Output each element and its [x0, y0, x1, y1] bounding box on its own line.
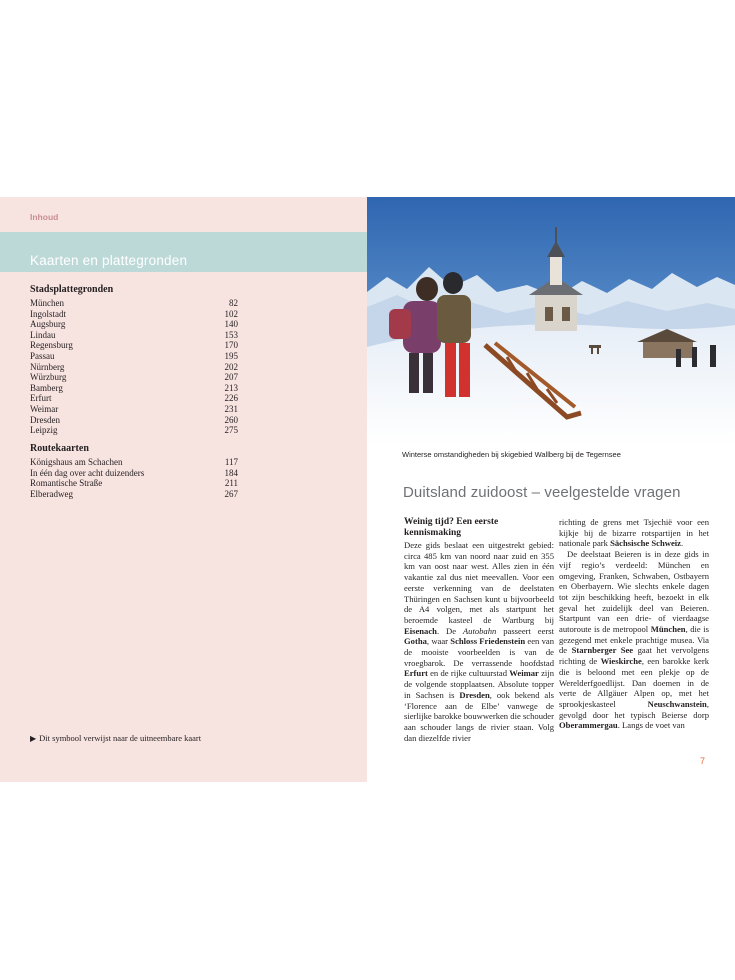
photo-illustration [367, 197, 735, 445]
place-name: Starnberger See [571, 645, 634, 656]
toc-name: Würzburg [30, 372, 67, 383]
toc-name: Leipzig [30, 425, 58, 436]
toc-row[interactable] [30, 425, 238, 436]
toc-page: 117 [224, 457, 238, 467]
place-name: Weimar [509, 668, 539, 679]
text-run: , waar [426, 636, 451, 647]
toc-name: Bamberg [30, 382, 63, 393]
text-run: een van de mooiste voorbeelden is van de vroegbarok. De verrassende hoofdstad [404, 636, 554, 668]
toc-page: 226 [224, 393, 238, 404]
paragraph [559, 549, 709, 731]
text-run: en de rijke cultuurstad [427, 668, 510, 679]
legend-note-text: Dit symbool verwijst naar de uitneembare kaart [39, 733, 202, 743]
toc-row[interactable] [30, 468, 238, 479]
place-name: Dresden [459, 689, 490, 700]
paragraph [559, 517, 709, 549]
toc-name: Regensburg [30, 340, 73, 351]
toc-row[interactable] [30, 404, 238, 415]
text-run: Deze gids beslaat een uitgestrekt gebied: circa 485 km van noord naar zuid en 355 km van oost naar west. Alles zien in één vakantie zal dus niet meevallen. Voor een eerste verkenning van de deelstaten Thüringen en Sachsen kunt u bijvoorbeeld de A4 volgen, met als startpunt het beroemde kasteel de Wartburg bij [404, 540, 554, 625]
text-run: , gevolgd door het typisch Beierse dorp [559, 698, 709, 720]
toc-row[interactable] [30, 351, 238, 362]
place-name: Erfurt [404, 668, 428, 679]
toc-row[interactable] [30, 393, 238, 404]
text-run: De deelstaat Beieren is in deze gids in vijf regio’s verdeeld: München en omgeving, Franken, Schwaben, Ostbayern en Oberbayern. Wie slechts enkele dagen tot zijn beschikking heeft, bezoekt in elk geval het zuidelijk deel van Beieren. Startpunt van een drie- of vierdaagse autoroute is de metropool [559, 549, 709, 635]
toc-row[interactable] [30, 478, 238, 489]
text-run: gaat het vervolgens richting de [559, 645, 709, 667]
left-page [0, 197, 367, 782]
toc-row[interactable] [30, 330, 238, 341]
toc-row[interactable] [30, 340, 238, 351]
page-number: 7 [700, 756, 706, 766]
text-run: richting de grens met Tsjechië voor een kijkje bij de bizarre rotspartijen in het nationale park [559, 517, 709, 549]
toc-row[interactable] [30, 415, 238, 426]
triangle-right-icon: ▶ [30, 734, 37, 743]
toc-name: München [30, 298, 64, 308]
page-title: Kaarten en plattegronden [30, 253, 188, 268]
toc-name: Dresden [30, 414, 60, 425]
toc-group-stadsplattegronden [30, 284, 238, 436]
toc-heading: Stadsplattegronden [30, 284, 114, 295]
toc-name: Passau [30, 350, 55, 361]
toc-row[interactable] [30, 489, 238, 500]
text-column-right [559, 517, 709, 731]
toc-page: 211 [224, 478, 238, 489]
toc-name: Nürnberg [30, 361, 65, 372]
toc-page: 231 [224, 403, 238, 414]
photo-caption: Winterse omstandigheden bij skigebied Wallberg bij de Tegernsee [402, 450, 621, 459]
text-run: . [680, 538, 684, 549]
toc-page: 153 [224, 329, 238, 340]
toc-page: 140 [224, 319, 238, 330]
toc-page: 207 [224, 372, 238, 383]
text-run: passeert eerst [496, 625, 555, 636]
toc-name: Erfurt [30, 393, 52, 404]
text-run: , die is gezegend met enkele prachtige musea. Via de [559, 624, 709, 656]
toc-name: In één dag over acht duizenders [30, 467, 145, 478]
place-name: Wieskirche [600, 656, 642, 667]
toc-row[interactable] [30, 457, 238, 468]
place-name: Sächsische Schweiz [610, 538, 681, 549]
paragraph [404, 540, 554, 743]
toc-page: 213 [224, 382, 238, 393]
toc-name: Lindau [30, 329, 56, 340]
toc-page: 267 [224, 488, 238, 499]
place-name: Neuschwanstein [647, 698, 707, 709]
article-subheading: Weinig tijd? Een eerste kennismaking [404, 517, 499, 538]
toc-row[interactable] [30, 383, 238, 394]
toc-row[interactable] [30, 362, 238, 373]
toc-page: 184 [224, 467, 238, 478]
place-name: Oberammergau [559, 720, 618, 731]
legend-note [30, 733, 201, 744]
article-title: Duitsland zuidoost – veelgestelde vragen [403, 484, 681, 501]
photo-wallberg-chapel [367, 197, 735, 445]
toc-name: Elberadweg [30, 488, 73, 499]
section-tag: Inhoud [30, 212, 59, 222]
toc-page: 195 [224, 350, 238, 361]
toc-name: Augsburg [30, 319, 66, 330]
text-run: . Langs de voet van [617, 720, 685, 731]
title-band [0, 232, 367, 272]
text-run: , ook bekend als ‘Florence aan de Elbe’ vanwege de sierlijke barokke bouwwerken die schouder aan schouder langs de rivier staan. Volg dan diezelfde rivier [404, 689, 554, 743]
text-run: zijn de volgende stopplaatsen. Absolute topper in Sachsen is [404, 668, 554, 700]
toc-name: Königshaus am Schachen [30, 457, 123, 467]
toc-row[interactable] [30, 319, 238, 330]
text-column-left [404, 517, 554, 743]
place-name: Gotha [404, 636, 427, 647]
toc-row[interactable] [30, 309, 238, 320]
emphasis: Autobahn [462, 625, 497, 636]
place-name: Schloss Friedenstein [450, 636, 526, 647]
toc-page: 82 [229, 298, 238, 308]
toc-page: 260 [224, 414, 238, 425]
text-run: , een barokke kerk die is beloond met een plekje op de Werelderfgoedlijst. Dan doemen in de verte de Allgäuer Alpen op, met het sprookjeskasteel [559, 656, 709, 709]
toc-page: 102 [224, 308, 238, 319]
text-run: . De [436, 625, 463, 636]
toc-name: Weimar [30, 403, 59, 414]
toc-name: Ingolstadt [30, 308, 66, 319]
place-name: Eisenach [404, 625, 437, 636]
place-name: München [650, 624, 686, 635]
toc-page: 275 [224, 425, 238, 436]
toc-group-routekaarten [30, 443, 238, 499]
toc-row[interactable] [30, 298, 238, 309]
toc-page: 202 [224, 361, 238, 372]
toc-row[interactable] [30, 372, 238, 383]
toc-name: Romantische Straße [30, 478, 103, 489]
toc-heading: Routekaarten [30, 443, 89, 454]
toc-page: 170 [224, 340, 238, 351]
